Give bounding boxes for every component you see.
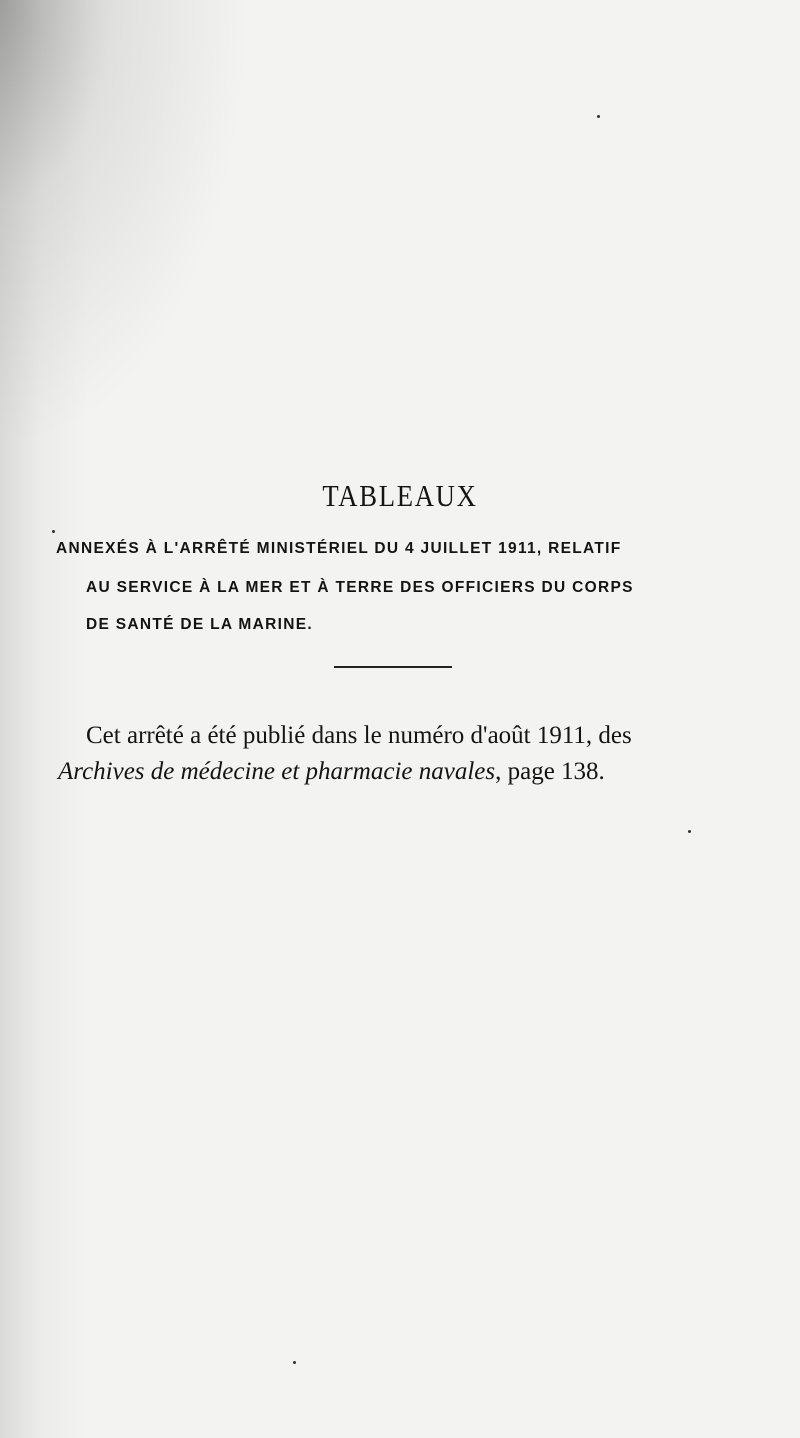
paragraph-line-1: Cet arrêté a été publié dans le numéro d'août 1911, des bbox=[86, 722, 632, 749]
print-speck bbox=[293, 1361, 296, 1364]
body-paragraph bbox=[58, 718, 748, 790]
print-speck bbox=[597, 115, 600, 118]
separator-rule bbox=[334, 666, 452, 668]
document-title: TABLEAUX bbox=[322, 478, 478, 513]
journal-title: Archives de médecine et pharmacie navales bbox=[58, 758, 496, 785]
print-speck bbox=[52, 530, 55, 533]
page: TABLEAUX ANNEXÉS À L'ARRÊTÉ MINISTÉRIEL DU 4 JUILLET 1911, RELATIF AU SERVICE À LA MER ET À TERRE DES OFFICIERS DU CORPS DE SANTÉ DE LA MARINE. Cet arrêté a été publié dans le numéro d'août 1911, des Archives de médecine et pharmacie navales, page 138. bbox=[0, 0, 800, 1438]
paragraph-line-2-rest: , page 138. bbox=[495, 758, 605, 785]
paragraph-line-2 bbox=[58, 754, 748, 790]
print-speck bbox=[688, 830, 691, 833]
